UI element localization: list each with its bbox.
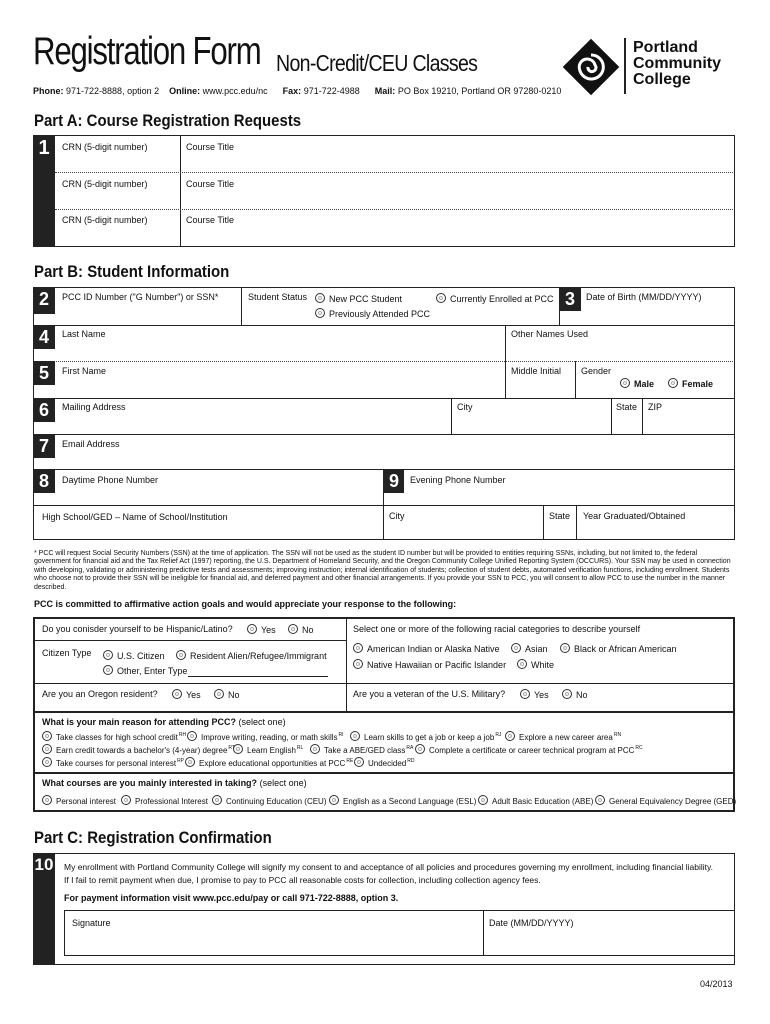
course-interest-option[interactable]: Continuing Education (CEU) xyxy=(212,795,327,806)
veteran-question: Are you a veteran of the U.S. Military? xyxy=(353,689,506,699)
us-citizen-radio[interactable]: U.S. Citizen xyxy=(103,650,165,661)
courses-question: What courses are you mainly interested in taking? (select one) xyxy=(42,778,307,788)
crn-field-1[interactable]: CRN (5-digit number) xyxy=(62,142,148,152)
crn-field-2[interactable]: CRN (5-digit number) xyxy=(62,179,148,189)
hispanic-no-radio[interactable]: No xyxy=(288,624,314,635)
signature-date-field[interactable]: Date (MM/DD/YYYY) xyxy=(489,918,574,928)
course-interest-option[interactable]: Personal interest xyxy=(42,795,116,806)
affirmative-action-heading: PCC is committed to affirmative action goals and would appreciate your response to the following: xyxy=(34,599,457,609)
city-field[interactable]: City xyxy=(457,402,473,412)
resident-alien-radio[interactable]: Resident Alien/Refugee/Immigrant xyxy=(176,650,327,661)
reason-option[interactable]: Take courses for personal interest$^{RP}$ xyxy=(42,757,184,768)
signature-field[interactable]: Signature xyxy=(72,918,111,928)
section-5-number: 5 xyxy=(33,361,55,385)
reason-option[interactable]: Improve writing, reading, or math skills$^{RI}$ xyxy=(187,731,344,742)
oregon-no-radio[interactable]: No xyxy=(214,689,240,700)
veteran-no-radio[interactable]: No xyxy=(562,689,588,700)
american-indian-checkbox[interactable]: American Indian or Alaska Native xyxy=(353,643,500,654)
currently-enrolled-radio[interactable]: Currently Enrolled at PCC xyxy=(436,293,554,304)
course-interest-option[interactable]: Professional Interest xyxy=(121,795,208,806)
other-citizen-radio[interactable]: Other, Enter Type xyxy=(103,665,187,676)
reason-option[interactable]: Learn English$^{RL}$ xyxy=(233,744,303,755)
section-1-number: 1 xyxy=(33,135,55,247)
reason-option[interactable]: Undecided$^{RD}$ xyxy=(354,757,414,768)
section-4-number: 4 xyxy=(33,325,55,349)
reason-option[interactable]: Explore educational opportunities at $PCC^{RE}$ xyxy=(185,757,353,768)
male-radio[interactable]: Male xyxy=(620,378,654,389)
course-interest-option[interactable]: General Equivalency Degree (GED) xyxy=(595,795,736,806)
reason-option[interactable]: Explore a new career area$^{RN}$ xyxy=(505,731,621,742)
reason-option[interactable]: Learn skills to get a job or keep a job$^{RJ}$ xyxy=(350,731,501,742)
section-3-number: 3 xyxy=(559,287,581,311)
reason-option[interactable]: Take classes for high school credit$^{RH}$ xyxy=(42,731,186,742)
form-version: 04/2013 xyxy=(700,979,733,989)
payment-info: For payment information visit www.pcc.edu/pay or call 971-722-8888, option 3. xyxy=(64,893,399,903)
form-subtitle: Non-Credit/CEU Classes xyxy=(276,50,478,76)
course-title-field-2[interactable]: Course Title xyxy=(186,179,235,189)
contact-line: Phone: 971-722-8888, option 2 Online: www.pcc.edu/nc Fax: 971-722-4988 Mail: PO Box 19210, Portland OR 97280-0210 xyxy=(33,86,562,96)
part-a-title: Part A: Course Registration Requests xyxy=(34,111,302,130)
form-title: Registration Form xyxy=(33,30,261,73)
veteran-yes-radio[interactable]: Yes xyxy=(520,689,549,700)
oregon-yes-radio[interactable]: Yes xyxy=(172,689,201,700)
consent-text-1: My enrollment with Portland Community College will signify my consent to and acceptance of all policies and procedures governing my enrollment, including financial liability. xyxy=(64,862,713,872)
asian-checkbox[interactable]: Asian xyxy=(511,643,548,654)
race-question: Select one or more of the following racial categories to describe yourself xyxy=(353,624,641,634)
gender-label: Gender xyxy=(581,366,612,376)
reason-question: What is your main reason for attending PCC? (select one) xyxy=(42,717,286,727)
previously-attended-radio[interactable]: Previously Attended PCC xyxy=(315,308,430,319)
daytime-phone-field[interactable]: Daytime Phone Number xyxy=(62,475,159,485)
mailing-address-field[interactable]: Mailing Address xyxy=(62,402,126,412)
email-field[interactable]: Email Address xyxy=(62,439,120,449)
other-type-input[interactable] xyxy=(188,676,328,677)
female-radio[interactable]: Female xyxy=(668,378,713,389)
last-name-field[interactable]: Last Name xyxy=(62,329,106,339)
first-name-field[interactable]: First Name xyxy=(62,366,107,376)
crn-field-3[interactable]: CRN (5-digit number) xyxy=(62,215,148,225)
part-c-title: Part C: Registration Confirmation xyxy=(34,828,272,847)
hawaiian-checkbox[interactable]: Native Hawaiian or Pacific Islander xyxy=(353,659,506,670)
pcc-logo-icon xyxy=(562,38,620,96)
state-field[interactable]: State xyxy=(616,402,638,412)
student-status-label: Student Status xyxy=(248,292,308,302)
part-b-title: Part B: Student Information xyxy=(34,262,230,281)
section-6-number: 6 xyxy=(33,398,55,422)
other-names-field[interactable]: Other Names Used xyxy=(511,329,589,339)
evening-phone-field[interactable]: Evening Phone Number xyxy=(410,475,506,485)
course-interest-option[interactable]: English as a Second Language (ESL) xyxy=(329,795,476,806)
black-checkbox[interactable]: Black or African American xyxy=(560,643,677,654)
course-title-field-3[interactable]: Course Title xyxy=(186,215,235,225)
new-student-radio[interactable]: New PCC Student xyxy=(315,293,402,304)
hispanic-yes-radio[interactable]: Yes xyxy=(247,624,276,635)
hs-city-field[interactable]: City xyxy=(389,511,405,521)
pcc-logo-text: Portland Community College xyxy=(633,39,721,88)
pcc-id-field[interactable]: PCC ID Number ("G Number") or SSN* xyxy=(62,292,219,302)
logo-divider xyxy=(624,38,626,94)
section-9-number: 9 xyxy=(384,469,404,493)
high-school-field[interactable]: High School/GED – Name of School/Institution xyxy=(42,512,228,522)
dob-field[interactable]: Date of Birth (MM/DD/YYYY) xyxy=(586,292,702,302)
section-2-number: 2 xyxy=(33,287,55,314)
section-10-number: 10 xyxy=(33,853,55,965)
oregon-resident-question: Are you an Oregon resident? xyxy=(42,689,158,699)
hs-state-field[interactable]: State xyxy=(549,511,571,521)
course-title-field-1[interactable]: Course Title xyxy=(186,142,235,152)
section-8-number: 8 xyxy=(33,469,55,493)
reason-option[interactable]: Complete a certificate or career technical program at $PCC^{RC}$ xyxy=(415,744,643,755)
ssn-disclaimer: * PCC will request Social Security Numbers (SSN) at the time of application. The SSN will not be used as the student ID number but will be provided to entities requiring SSNs, including, but not limited to, the federal government for financial aid and the Tax Relief Act (1997) reporting, the U.S. Department of Homeland Security, and the Oregon Community College Unified Reporting System (OCCURS). Your SSN may be used in connection with developing, validating or administering predictive tests and assessments; improving instruction; internal identification of students; collection of student debts, automated verification functions, including enrollment. Students who choose not to provide their SSN will be ineligible for financial aid, and deferred payment and other financial arrangements. If you provide your SSN to PCC, you will consent to allow PCC to use the number in the manner described. xyxy=(34,550,731,591)
reason-option[interactable]: Take a ABE/GED class$^{RA}$ xyxy=(310,744,413,755)
white-checkbox[interactable]: White xyxy=(517,659,554,670)
citizen-type-label: Citizen Type xyxy=(42,648,92,658)
section-7-number: 7 xyxy=(33,434,55,458)
hispanic-question: Do you conisder yourself to be Hispanic/Latino? xyxy=(42,624,233,634)
zip-field[interactable]: ZIP xyxy=(648,402,663,412)
course-interest-option[interactable]: Adult Basic Education (ABE) xyxy=(478,795,593,806)
reason-option[interactable]: Earn credit towards a bachelor's (4-year) degree$^{RT}$ xyxy=(42,744,235,755)
middle-initial-field[interactable]: Middle Initial xyxy=(511,366,562,376)
consent-text-2: If I fail to remit payment when due, I promise to pay to PCC all reasonable costs for collection, including collection agency fees. xyxy=(64,875,541,885)
year-graduated-field[interactable]: Year Graduated/Obtained xyxy=(583,511,686,521)
